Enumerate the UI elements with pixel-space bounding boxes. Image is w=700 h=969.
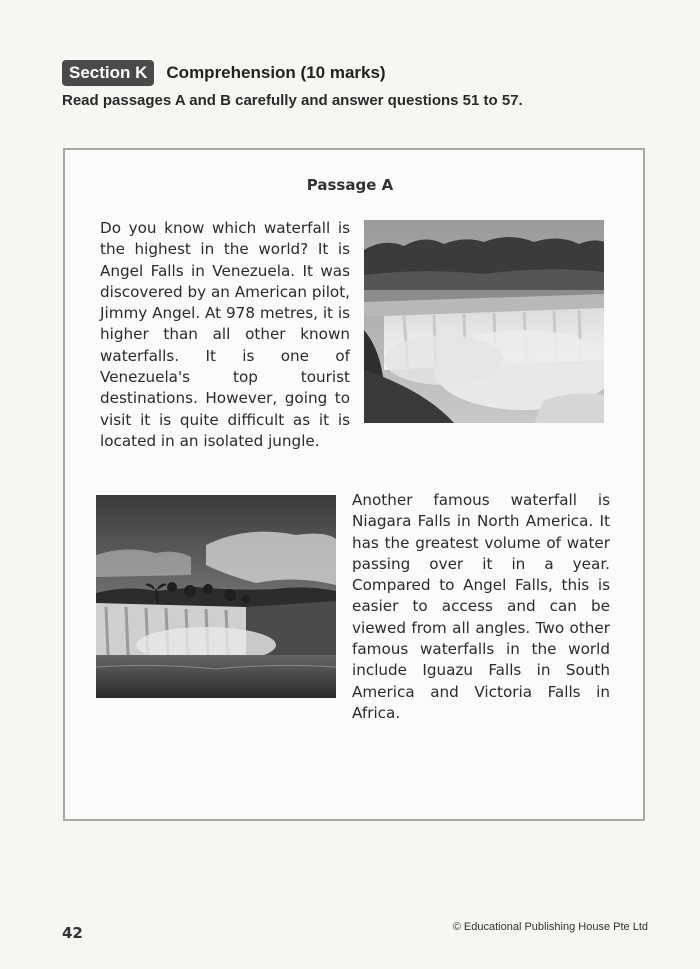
section-header bbox=[62, 60, 386, 86]
passage-paragraph-2: Another famous waterfall is Niagara Falls in North America. It has the greatest volume of water passing over it in a year. Compared to Angel Falls, this is easier to access and can be viewed from all angles. Two other famous waterfalls in the world include Iguazu Falls in South America and Victoria Falls in Africa. bbox=[352, 491, 610, 722]
page-number: 42 bbox=[62, 924, 83, 942]
angel-falls-photo bbox=[364, 220, 604, 423]
copyright-notice: © Educational Publishing House Pte Ltd bbox=[452, 921, 648, 933]
passage-paragraph-1: Do you know which waterfall is the highest in the world? It is Angel Falls in Venezuela. It was discovered by an American pilot, Jimmy Angel. At 978 metres, it is higher than all other known waterfalls. It is one of Venezuela's top tourist destinations. However, going to visit it is quite difficult as it is located in an isolated jungle. bbox=[100, 219, 350, 450]
passage-title: Passage A bbox=[306, 176, 394, 194]
instruction-text: Read passages A and B carefully and answer questions 51 to 57. bbox=[62, 92, 523, 109]
section-badge: Section K bbox=[62, 60, 154, 86]
niagara-falls-photo bbox=[96, 495, 336, 698]
section-title: Comprehension (10 marks) bbox=[166, 63, 386, 82]
